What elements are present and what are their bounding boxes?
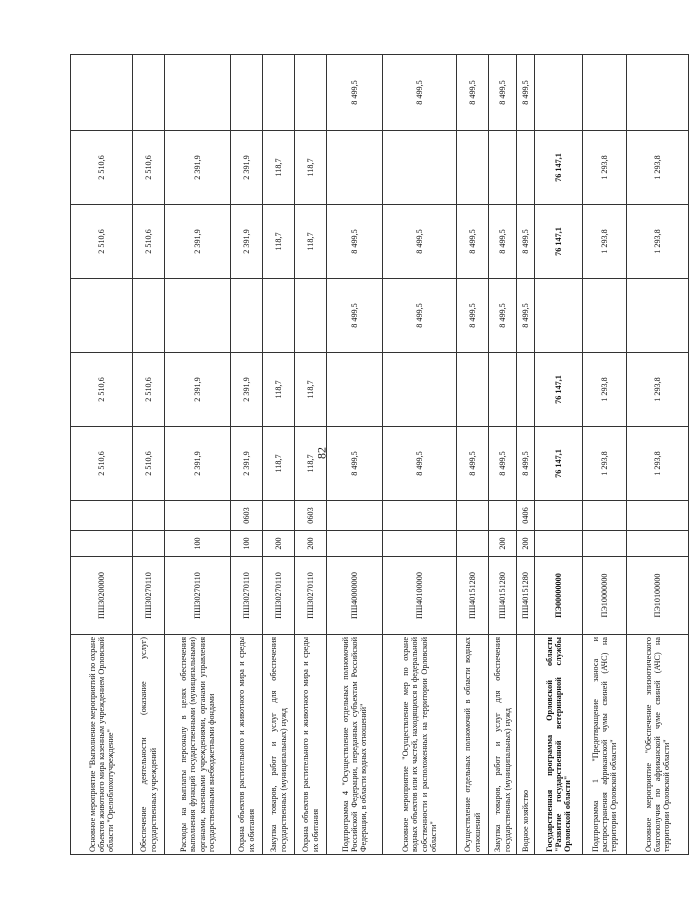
amount-cell: [489, 353, 517, 427]
amount-cell: 8 499,5: [517, 427, 535, 501]
target-code: ПШ30200000: [71, 557, 133, 635]
amount-cell: 118,7: [295, 427, 327, 501]
amount-cell: [383, 131, 457, 205]
expense-type: 200: [295, 531, 327, 557]
amount-cell: [263, 55, 295, 131]
target-code: ПЭ00000000: [535, 557, 583, 635]
amount-cell: 76 147,1: [535, 131, 583, 205]
amount-cell: 118,7: [295, 131, 327, 205]
row-name: Государственная программа Орловской области "Развитие государственной ветеринарной службы Орловской области": [535, 635, 583, 855]
page-number: 82: [314, 447, 329, 459]
target-code: ПЭ10100000: [627, 557, 689, 635]
amount-cell: [457, 131, 489, 205]
amount-cell: 1 293,8: [583, 131, 627, 205]
section-code: [165, 501, 231, 531]
amount-cell: [383, 353, 457, 427]
amount-cell: 2 510,6: [133, 205, 165, 279]
amount-cell: [517, 353, 535, 427]
amount-cell: 76 147,1: [535, 205, 583, 279]
table-row: [383, 55, 457, 855]
amount-cell: 2 510,6: [133, 353, 165, 427]
section-code: 0406: [517, 501, 535, 531]
amount-cell: 118,7: [263, 427, 295, 501]
amount-cell: [327, 131, 383, 205]
amount-cell: [165, 279, 231, 353]
table-row: [71, 55, 133, 855]
amount-cell: [295, 279, 327, 353]
amount-cell: [627, 279, 689, 353]
amount-cell: 118,7: [295, 353, 327, 427]
amount-cell: 1 293,8: [627, 427, 689, 501]
amount-cell: 8 499,5: [457, 205, 489, 279]
rotated-table-wrapper: [70, 55, 672, 855]
target-code: ПШ40151280: [457, 557, 489, 635]
row-name: Подпрограмма 4 "Осуществление отдельных полномочий Российской Федерации, переданных субъектам Российской Федерации, в области водных отношений": [327, 635, 383, 855]
section-code: [383, 501, 457, 531]
row-name: Обеспечение деятельности (оказание услуг) государственных учреждений: [133, 635, 165, 855]
row-name: Подпрограмма 1 "Предотвращение заноса и распространения африканской чумы свиней (АЧС) на территории Орловской области": [583, 635, 627, 855]
expense-type: 100: [165, 531, 231, 557]
amount-cell: [71, 279, 133, 353]
expense-type: [627, 531, 689, 557]
amount-cell: 2 510,6: [133, 427, 165, 501]
section-code: [489, 501, 517, 531]
amount-cell: [535, 55, 583, 131]
amount-cell: [457, 353, 489, 427]
amount-cell: [295, 55, 327, 131]
amount-cell: 2 510,6: [133, 131, 165, 205]
table-row: [457, 55, 489, 855]
table-row: [263, 55, 295, 855]
target-code: ПШ30270110: [165, 557, 231, 635]
amount-cell: [583, 55, 627, 131]
amount-cell: 8 499,5: [489, 205, 517, 279]
amount-cell: [535, 279, 583, 353]
target-code: ПШ30270110: [295, 557, 327, 635]
target-code: ПШ40151280: [517, 557, 535, 635]
amount-cell: 2 391,9: [231, 353, 263, 427]
amount-cell: 2 391,9: [165, 131, 231, 205]
amount-cell: [165, 55, 231, 131]
section-code: [583, 501, 627, 531]
table-row: [627, 55, 689, 855]
amount-cell: 1 293,8: [583, 353, 627, 427]
target-code: ПШ30270110: [263, 557, 295, 635]
amount-cell: 1 293,8: [627, 131, 689, 205]
table-body: [71, 55, 689, 855]
section-code: [133, 501, 165, 531]
amount-cell: [133, 279, 165, 353]
amount-cell: 1 293,8: [627, 205, 689, 279]
amount-cell: 2 391,9: [165, 353, 231, 427]
amount-cell: 118,7: [295, 205, 327, 279]
amount-cell: 8 499,5: [489, 279, 517, 353]
amount-cell: 2 510,6: [71, 205, 133, 279]
amount-cell: 2 391,9: [231, 427, 263, 501]
table-row: [133, 55, 165, 855]
target-code: ПШ40151280: [489, 557, 517, 635]
row-name: Водное хозяйство: [517, 635, 535, 855]
amount-cell: 2 510,6: [71, 131, 133, 205]
expense-type: [535, 531, 583, 557]
amount-cell: [263, 279, 295, 353]
target-code: ПШ40000000: [327, 557, 383, 635]
section-code: [71, 501, 133, 531]
target-code: ПЭ10000000: [583, 557, 627, 635]
amount-cell: [627, 55, 689, 131]
row-name: Основное мероприятие "Выполнение мероприятий по охране объектов животного мира казенным учреждением Орловской области "Орелоблохотучреждение": [71, 635, 133, 855]
section-code: [627, 501, 689, 531]
target-code: ПШ30270110: [231, 557, 263, 635]
section-code: [263, 501, 295, 531]
section-code: [535, 501, 583, 531]
row-name: Расходы на выплаты персоналу в целях обеспечения выполнения функций государственными (муниципальными) органами, казенными учреждениями, органами управления государственными внебюджетными фондами: [165, 635, 231, 855]
amount-cell: 2 391,9: [165, 427, 231, 501]
table-row: [535, 55, 583, 855]
section-code: 0603: [231, 501, 263, 531]
table-row: [489, 55, 517, 855]
amount-cell: [71, 55, 133, 131]
target-code: ПШ30270110: [133, 557, 165, 635]
budget-table: [70, 54, 689, 855]
table-row: [295, 55, 327, 855]
section-code: [457, 501, 489, 531]
amount-cell: 2 391,9: [231, 131, 263, 205]
amount-cell: 1 293,8: [583, 205, 627, 279]
amount-cell: 8 499,5: [457, 55, 489, 131]
expense-type: [583, 531, 627, 557]
table-row: [583, 55, 627, 855]
row-name: Осуществление отдельных полномочий в области водных отношений: [457, 635, 489, 855]
amount-cell: 8 499,5: [383, 279, 457, 353]
expense-type: [383, 531, 457, 557]
amount-cell: 2 391,9: [165, 205, 231, 279]
table-row: [231, 55, 263, 855]
amount-cell: 8 499,5: [327, 279, 383, 353]
amount-cell: 2 510,6: [71, 353, 133, 427]
expense-type: 200: [489, 531, 517, 557]
target-code: ПШ40100000: [383, 557, 457, 635]
table-row: [327, 55, 383, 855]
amount-cell: 8 499,5: [517, 279, 535, 353]
amount-cell: 8 499,5: [457, 279, 489, 353]
amount-cell: [133, 55, 165, 131]
row-name: Закупка товаров, работ и услуг для обеспечения государственных (муниципальных) нужд: [489, 635, 517, 855]
amount-cell: 8 499,5: [489, 55, 517, 131]
expense-type: [133, 531, 165, 557]
amount-cell: [517, 131, 535, 205]
amount-cell: [327, 353, 383, 427]
amount-cell: 8 499,5: [383, 427, 457, 501]
row-name: Охрана объектов растительного и животного мира и среды их обитания: [295, 635, 327, 855]
amount-cell: 76 147,1: [535, 427, 583, 501]
amount-cell: 1 293,8: [627, 353, 689, 427]
amount-cell: 8 499,5: [517, 205, 535, 279]
amount-cell: 8 499,5: [327, 205, 383, 279]
amount-cell: 1 293,8: [583, 427, 627, 501]
section-code: [327, 501, 383, 531]
amount-cell: 8 499,5: [457, 427, 489, 501]
amount-cell: 2 510,6: [71, 427, 133, 501]
expense-type: 200: [517, 531, 535, 557]
expense-type: [71, 531, 133, 557]
amount-cell: [231, 55, 263, 131]
amount-cell: [231, 279, 263, 353]
amount-cell: [583, 279, 627, 353]
amount-cell: 8 499,5: [327, 55, 383, 131]
amount-cell: 8 499,5: [383, 55, 457, 131]
amount-cell: 2 391,9: [231, 205, 263, 279]
amount-cell: [489, 131, 517, 205]
section-code: 0603: [295, 501, 327, 531]
amount-cell: 76 147,1: [535, 353, 583, 427]
expense-type: [457, 531, 489, 557]
expense-type: 200: [263, 531, 295, 557]
table-row: [165, 55, 231, 855]
amount-cell: 8 499,5: [489, 427, 517, 501]
row-name: Закупка товаров, работ и услуг для обеспечения государственных (муниципальных) нужд: [263, 635, 295, 855]
amount-cell: 8 499,5: [517, 55, 535, 131]
table-row: [517, 55, 535, 855]
row-name: Основное мероприятие "Осуществление мер по охране водных объектов или их частей, находящихся в федеральной собственности и расположенных на территории Орловской области": [383, 635, 457, 855]
row-name: Охрана объектов растительного и животного мира и среды их обитания: [231, 635, 263, 855]
row-name: Основное мероприятие "Обеспечение эпизоотического благополучия по африканской чуме свиней (АЧС) на территории Орловской области": [627, 635, 689, 855]
amount-cell: 118,7: [263, 353, 295, 427]
amount-cell: 118,7: [263, 131, 295, 205]
amount-cell: 118,7: [263, 205, 295, 279]
expense-type: [327, 531, 383, 557]
expense-type: 100: [231, 531, 263, 557]
amount-cell: 8 499,5: [327, 427, 383, 501]
amount-cell: 8 499,5: [383, 205, 457, 279]
